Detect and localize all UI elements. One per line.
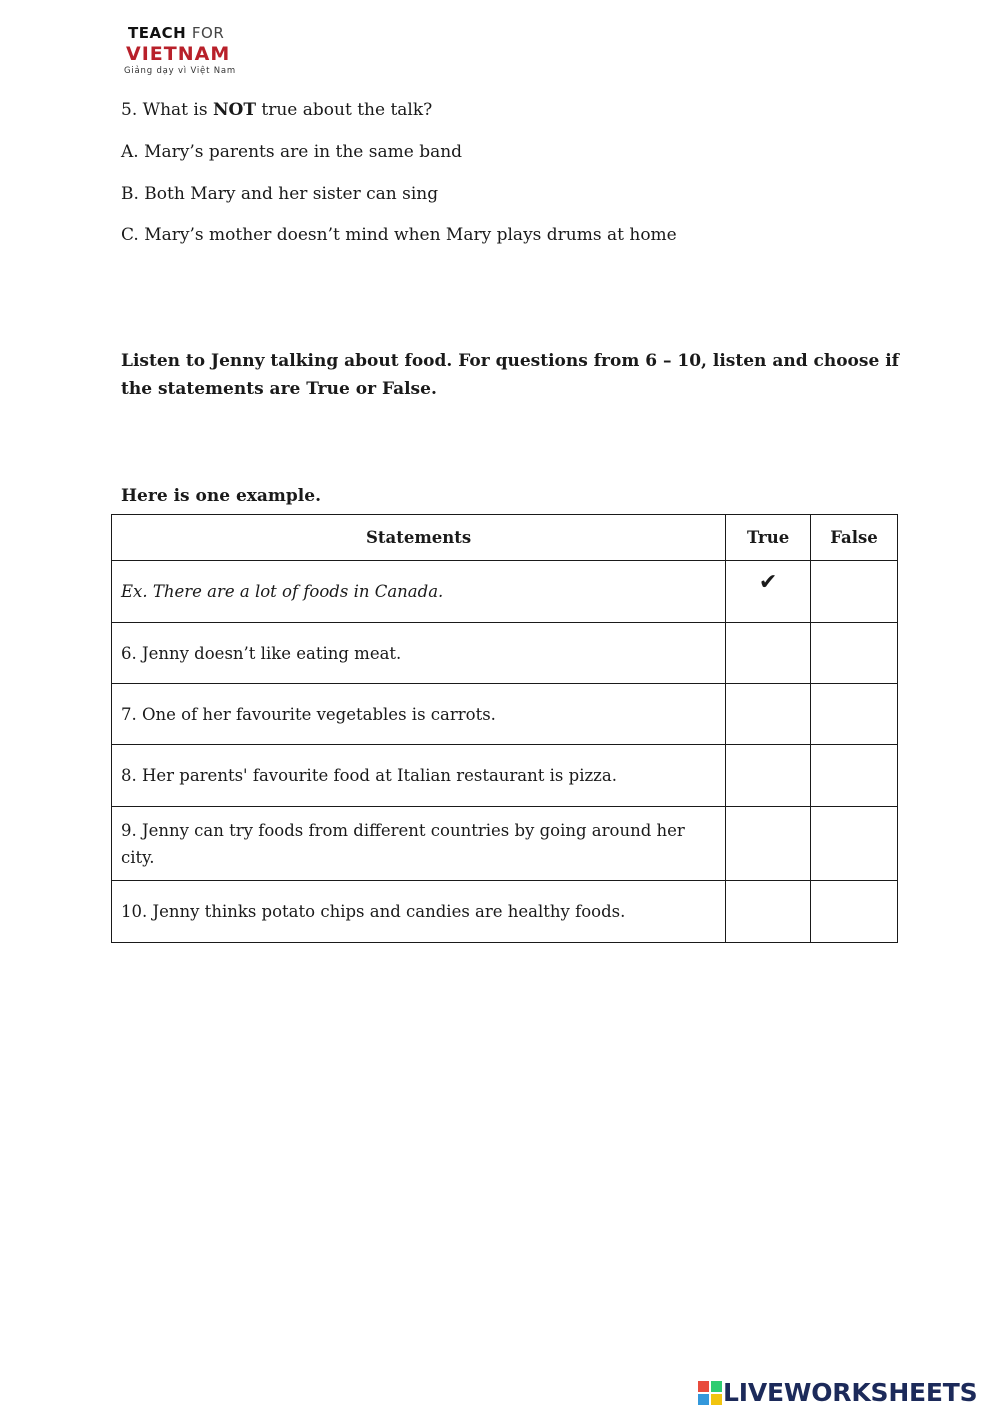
statement-8: 8. Her parents' favourite food at Italian restaurant is pizza.	[112, 745, 726, 807]
table-row-example	[112, 561, 898, 623]
table-header-row	[112, 515, 898, 561]
false-cell-8[interactable]	[811, 745, 898, 807]
logo-tagline: Giảng dạy vì Việt Nam	[124, 66, 236, 76]
question-5-option-a: A. Mary’s parents are in the same band	[121, 142, 463, 162]
true-false-table	[111, 514, 898, 943]
false-cell-7[interactable]	[811, 684, 898, 745]
liveworksheets-brand	[698, 1378, 994, 1410]
example-label: Here is one example.	[121, 486, 321, 506]
statement-example: Ex. There are a lot of foods in Canada.	[112, 561, 726, 623]
statement-6: 6. Jenny doesn’t like eating meat.	[112, 623, 726, 684]
question-5-emphasis: NOT	[212, 100, 256, 120]
question-5-option-b: B. Both Mary and her sister can sing	[121, 184, 439, 204]
statement-10: 10. Jenny thinks potato chips and candies are healthy foods.	[112, 881, 726, 943]
header-statements: Statements	[112, 515, 726, 561]
checkmark-icon: ✔	[726, 561, 811, 623]
logo-word-vietnam: VIETNAM	[126, 43, 231, 65]
listening-instruction: Listen to Jenny talking about food. For questions from 6 – 10, listen and choose if the statements are True or False.	[121, 351, 899, 399]
header-true: True	[726, 515, 811, 561]
logo-word-teach: TEACH	[128, 24, 187, 42]
liveworksheets-wordmark: LIVEWORKSHEETS	[723, 1378, 978, 1407]
false-cell-example	[811, 561, 898, 623]
logo-title-line	[128, 24, 224, 42]
logo-word-for: FOR	[191, 24, 225, 42]
false-cell-10[interactable]	[811, 881, 898, 943]
statement-7: 7. One of her favourite vegetables is carrots.	[112, 684, 726, 745]
true-cell-6[interactable]	[726, 623, 811, 684]
false-cell-6[interactable]	[811, 623, 898, 684]
false-cell-9[interactable]	[811, 807, 898, 881]
question-5-prompt	[121, 100, 432, 120]
teach-for-vietnam-logo	[122, 24, 252, 80]
statement-9: 9. Jenny can try foods from different countries by going around her city.	[112, 807, 726, 881]
true-cell-10[interactable]	[726, 881, 811, 943]
table-row-8	[112, 745, 898, 807]
question-5-suffix: true about the talk?	[255, 100, 433, 120]
header-false: False	[811, 515, 898, 561]
true-cell-8[interactable]	[726, 745, 811, 807]
true-cell-9[interactable]	[726, 807, 811, 881]
table-row-9	[112, 807, 898, 881]
table-row-6	[112, 623, 898, 684]
question-5-prefix: 5. What is	[121, 100, 213, 120]
question-5-option-c: C. Mary’s mother doesn’t mind when Mary plays drums at home	[121, 225, 677, 245]
table-row-7	[112, 684, 898, 745]
true-cell-7[interactable]	[726, 684, 811, 745]
liveworksheets-logo-icon	[698, 1381, 722, 1405]
table-row-10	[112, 881, 898, 943]
